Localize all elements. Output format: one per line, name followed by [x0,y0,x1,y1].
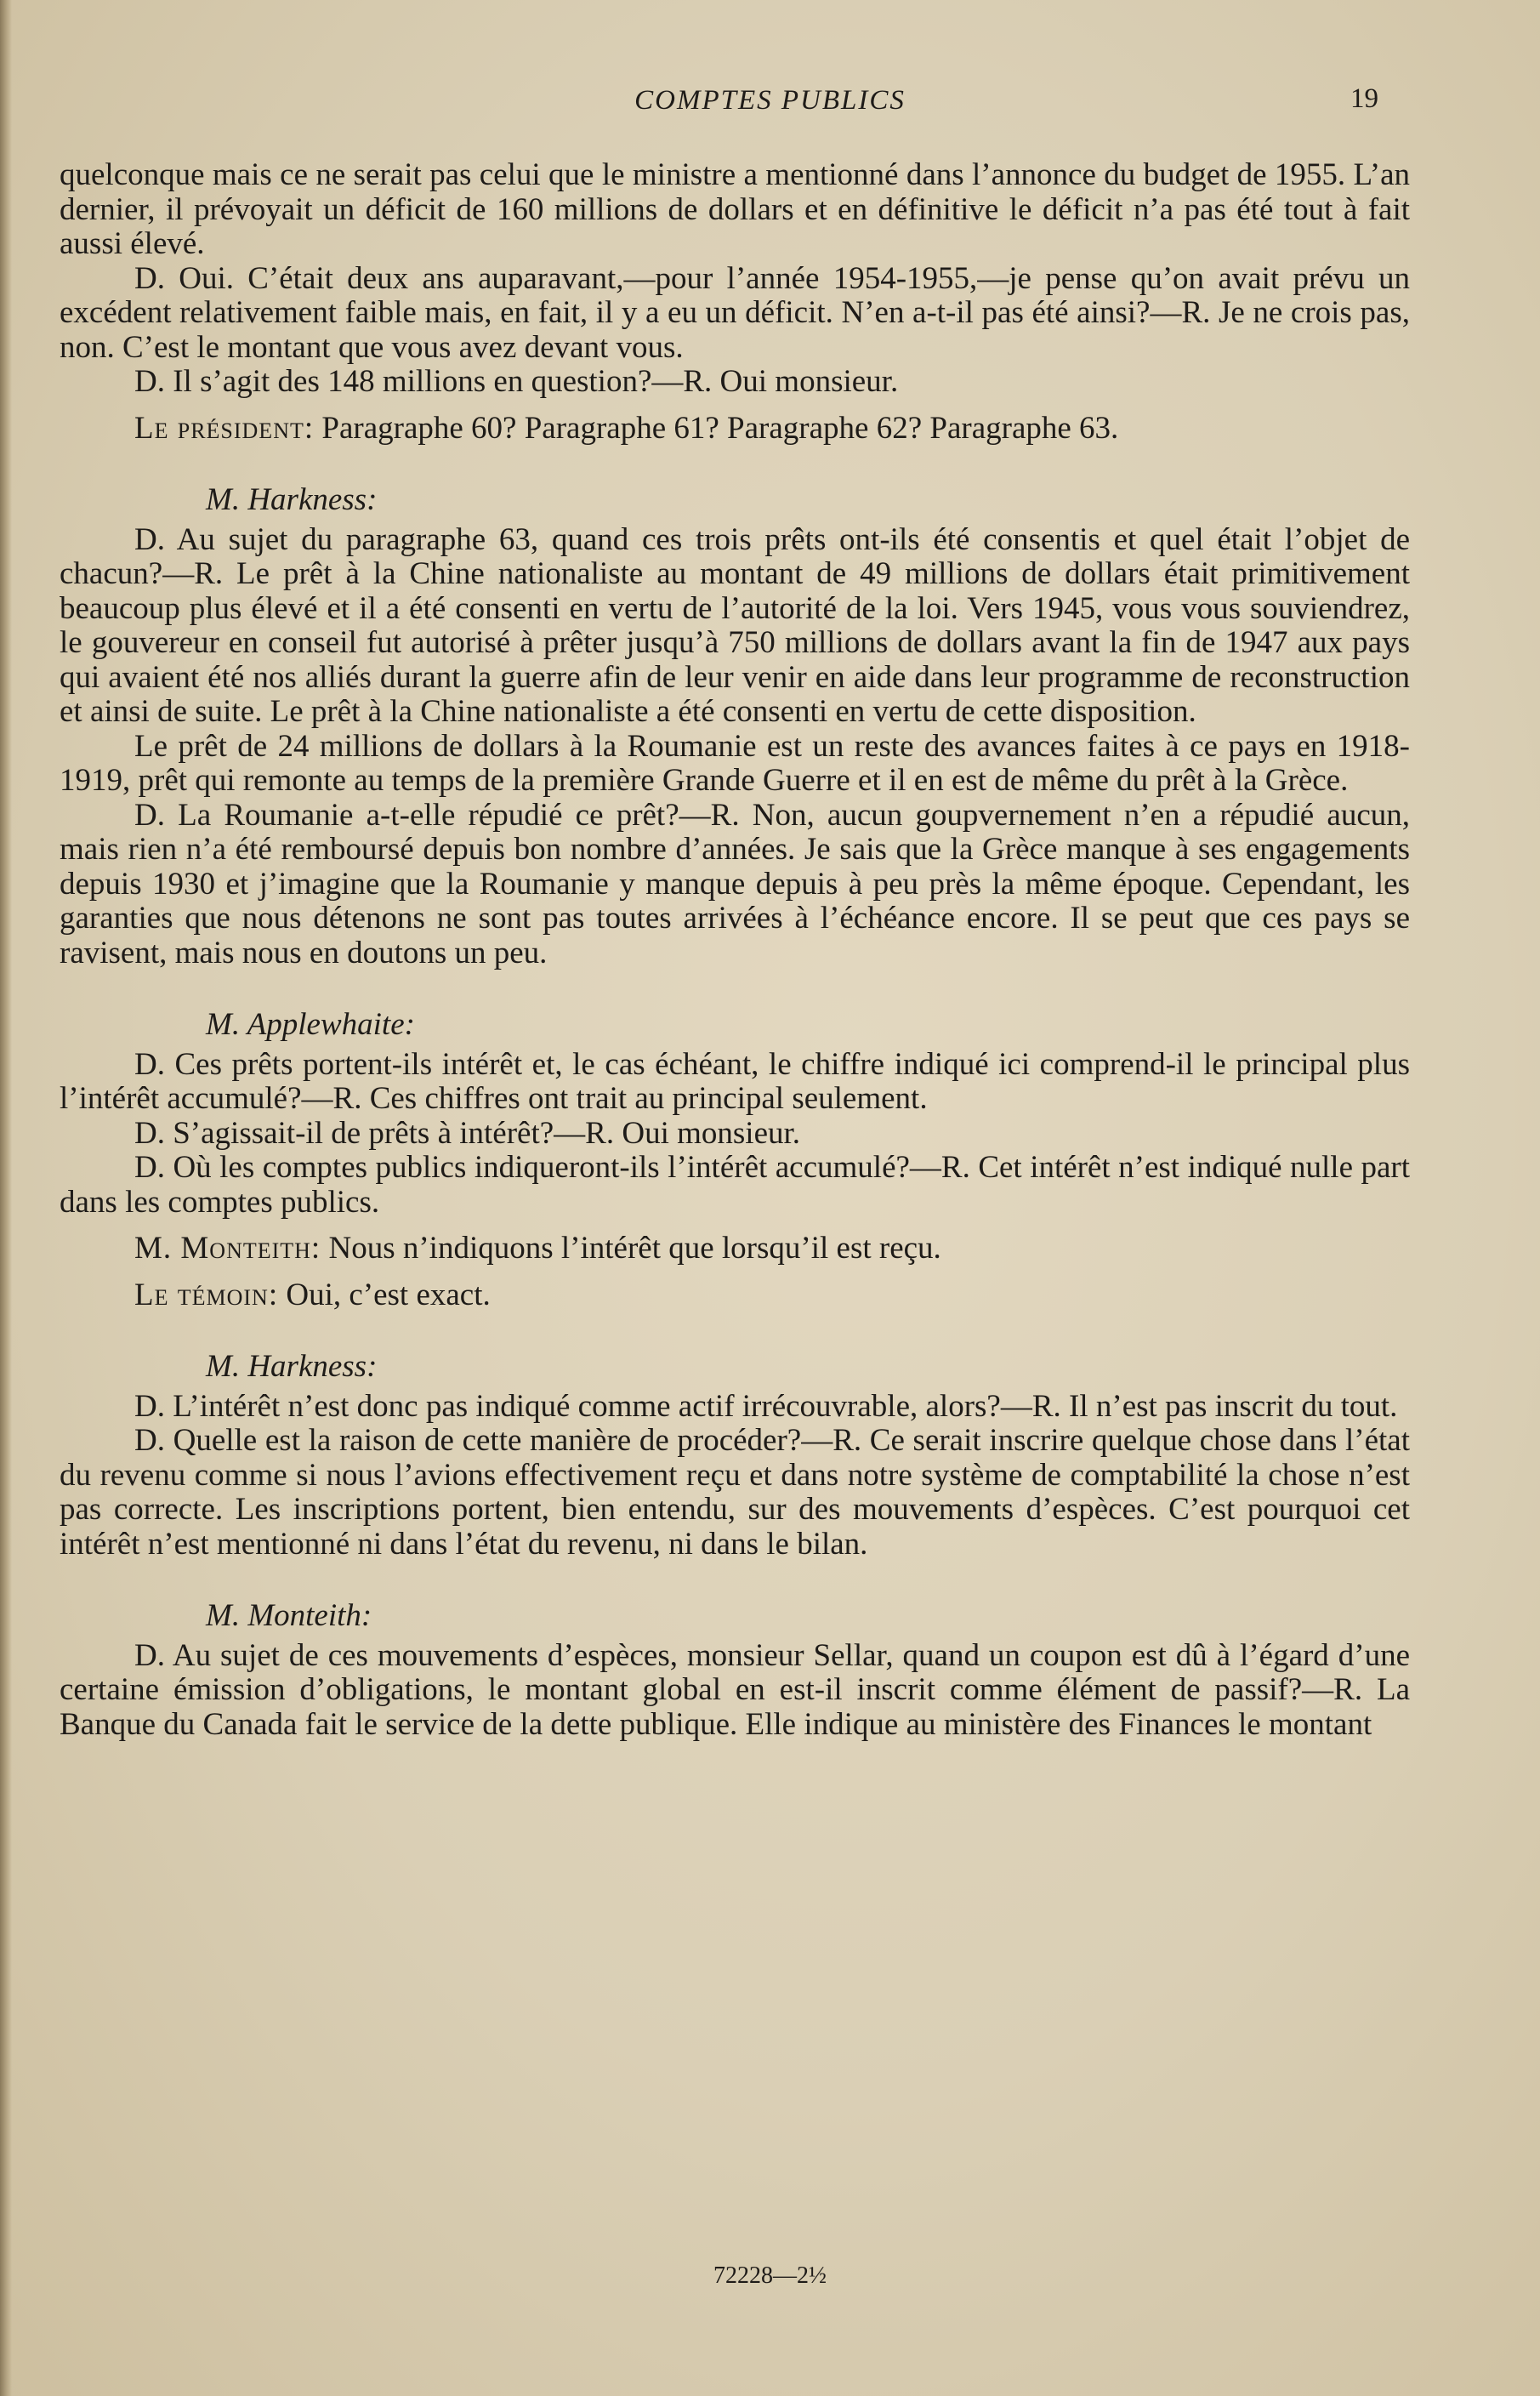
running-title: COMPTES PUBLICS [634,85,906,116]
paragraph-text: Nous n’indiquons l’intérêt que lorsqu’il est reçu. [328,1231,941,1266]
paragraph [60,412,1410,447]
binding-edge [0,0,12,2396]
paragraph: D. L’intérêt n’est donc pas indiqué comme actif irrécouvrable, alors?—R. Il n’est pas inscrit du tout. [134,1388,1398,1424]
speaker-heading: M. Harkness: [206,482,378,517]
paragraph [60,1278,1410,1313]
paragraph: D. Il s’agit des 148 millions en question?—R. Oui monsieur. [134,364,899,399]
paragraph-text: Paragraphe 60? Paragraphe 61? Paragraphe 62? Paragraphe 63. [321,410,1119,446]
paragraph [60,1232,1410,1266]
footer-code: 72228—2½ [713,2262,827,2289]
paragraph: D. Oui. C’était deux ans auparavant,—pour l’année 1954-1955,—je pense qu’on avait prévu un excédent relativement faible mais, en fait, il y a eu un déficit. N’en a-t-il pas été ainsi?—R. Je ne crois pas, non. C’est le montant que vous avez devant vous. [60,260,1410,365]
page-number: 19 [1350,83,1378,114]
speaker-name: M. Monteith: [134,1231,321,1266]
speaker-heading: M. Monteith: [206,1598,372,1633]
paragraph: Le prêt de 24 millions de dollars à la Roumanie est un reste des avances faites à ce pays en 1918-1919, prêt qui remonte au temps de la première Grande Guerre et il en est de même du prêt à la Grèce. [60,728,1410,798]
paragraph: quelconque mais ce ne serait pas celui que le ministre a mentionné dans l’annonce du budget de 1955. L’an dernier, il prévoyait un déficit de 160 millions de dollars et en définitive le déficit n’a pas été tout à fait aussi élevé. [60,157,1410,261]
paragraph: D. Au sujet du paragraphe 63, quand ces trois prêts ont-ils été consentis et quel était l’objet de chacun?—R. Le prêt à la Chine nationaliste au montant de 49 millions de dollars était primitivement beaucoup plus élevé et il a été consenti en vertu de l’autorité de la loi. Vers 1945, vous vous souviendrez, le gouvereur en conseil fut autorisé à prêter jusqu’à 750 millions de dollars avant la fin de 1947 aux pays qui avaient été nos alliés durant la guerre afin de leur venir en aide dans leur programme de reconstruction et ainsi de suite. Le prêt à la Chine nationaliste a été consenti en vertu de cette disposition. [60,521,1410,729]
paragraph-text: Oui, c’est exact. [286,1277,491,1312]
text-block [60,158,1410,1742]
running-head [0,85,1540,128]
paragraph: D. Où les comptes publics indiqueront-ils l’intérêt accumulé?—R. Cet intérêt n’est indiqué nulle part dans les comptes publics. [60,1150,1410,1220]
paragraph: D. S’agissait-il de prêts à intérêt?—R. Oui monsieur. [134,1115,801,1151]
speaker-heading: M. Harkness: [206,1349,378,1384]
paragraph: D. Ces prêts portent-ils intérêt et, le cas échéant, le chiffre indiqué ici comprend-il le principal plus l’intérêt accumulé?—R. Ces chiffres ont trait au principal seulement. [60,1046,1410,1116]
paragraph: D. Au sujet de ces mouvements d’espèces, monsieur Sellar, quand un coupon est dû à l’égard d’une certaine émission d’obligations, le montant global en est-il inscrit comme élément de passif?—R. La Banque du Canada fait le service de la dette publique. Elle indique au ministère des Finances le montant [60,1637,1410,1742]
speaker-name: Le témoin: [134,1277,279,1312]
speaker-name: Le président: [134,410,315,446]
paragraph: D. Quelle est la raison de cette manière de procéder?—R. Ce serait inscrire quelque chose dans l’état du revenu comme si nous l’avions effectivement reçu et dans notre système de comptabilité la chose n’est pas correcte. Les inscriptions portent, bien entendu, sur des mouvements d’espèces. C’est pourquoi cet intérêt n’est mentionné ni dans l’état du revenu, ni dans le bilan. [60,1423,1410,1562]
paragraph: D. La Roumanie a-t-elle répudié ce prêt?—R. Non, aucun goupvernement n’en a répudié aucun, mais rien n’a été remboursé depuis bon nombre d’années. Je sais que la Grèce manque à ses engagements depuis 1930 et j’imagine que la Roumanie y manque depuis à peu près la même époque. Cependant, les garanties que nous détenons ne sont pas toutes arrivées à l’échéance encore. Il se peut que ces pays se ravisent, mais nous en doutons un peu. [60,797,1410,970]
speaker-heading: M. Applewhaite: [206,1007,415,1042]
